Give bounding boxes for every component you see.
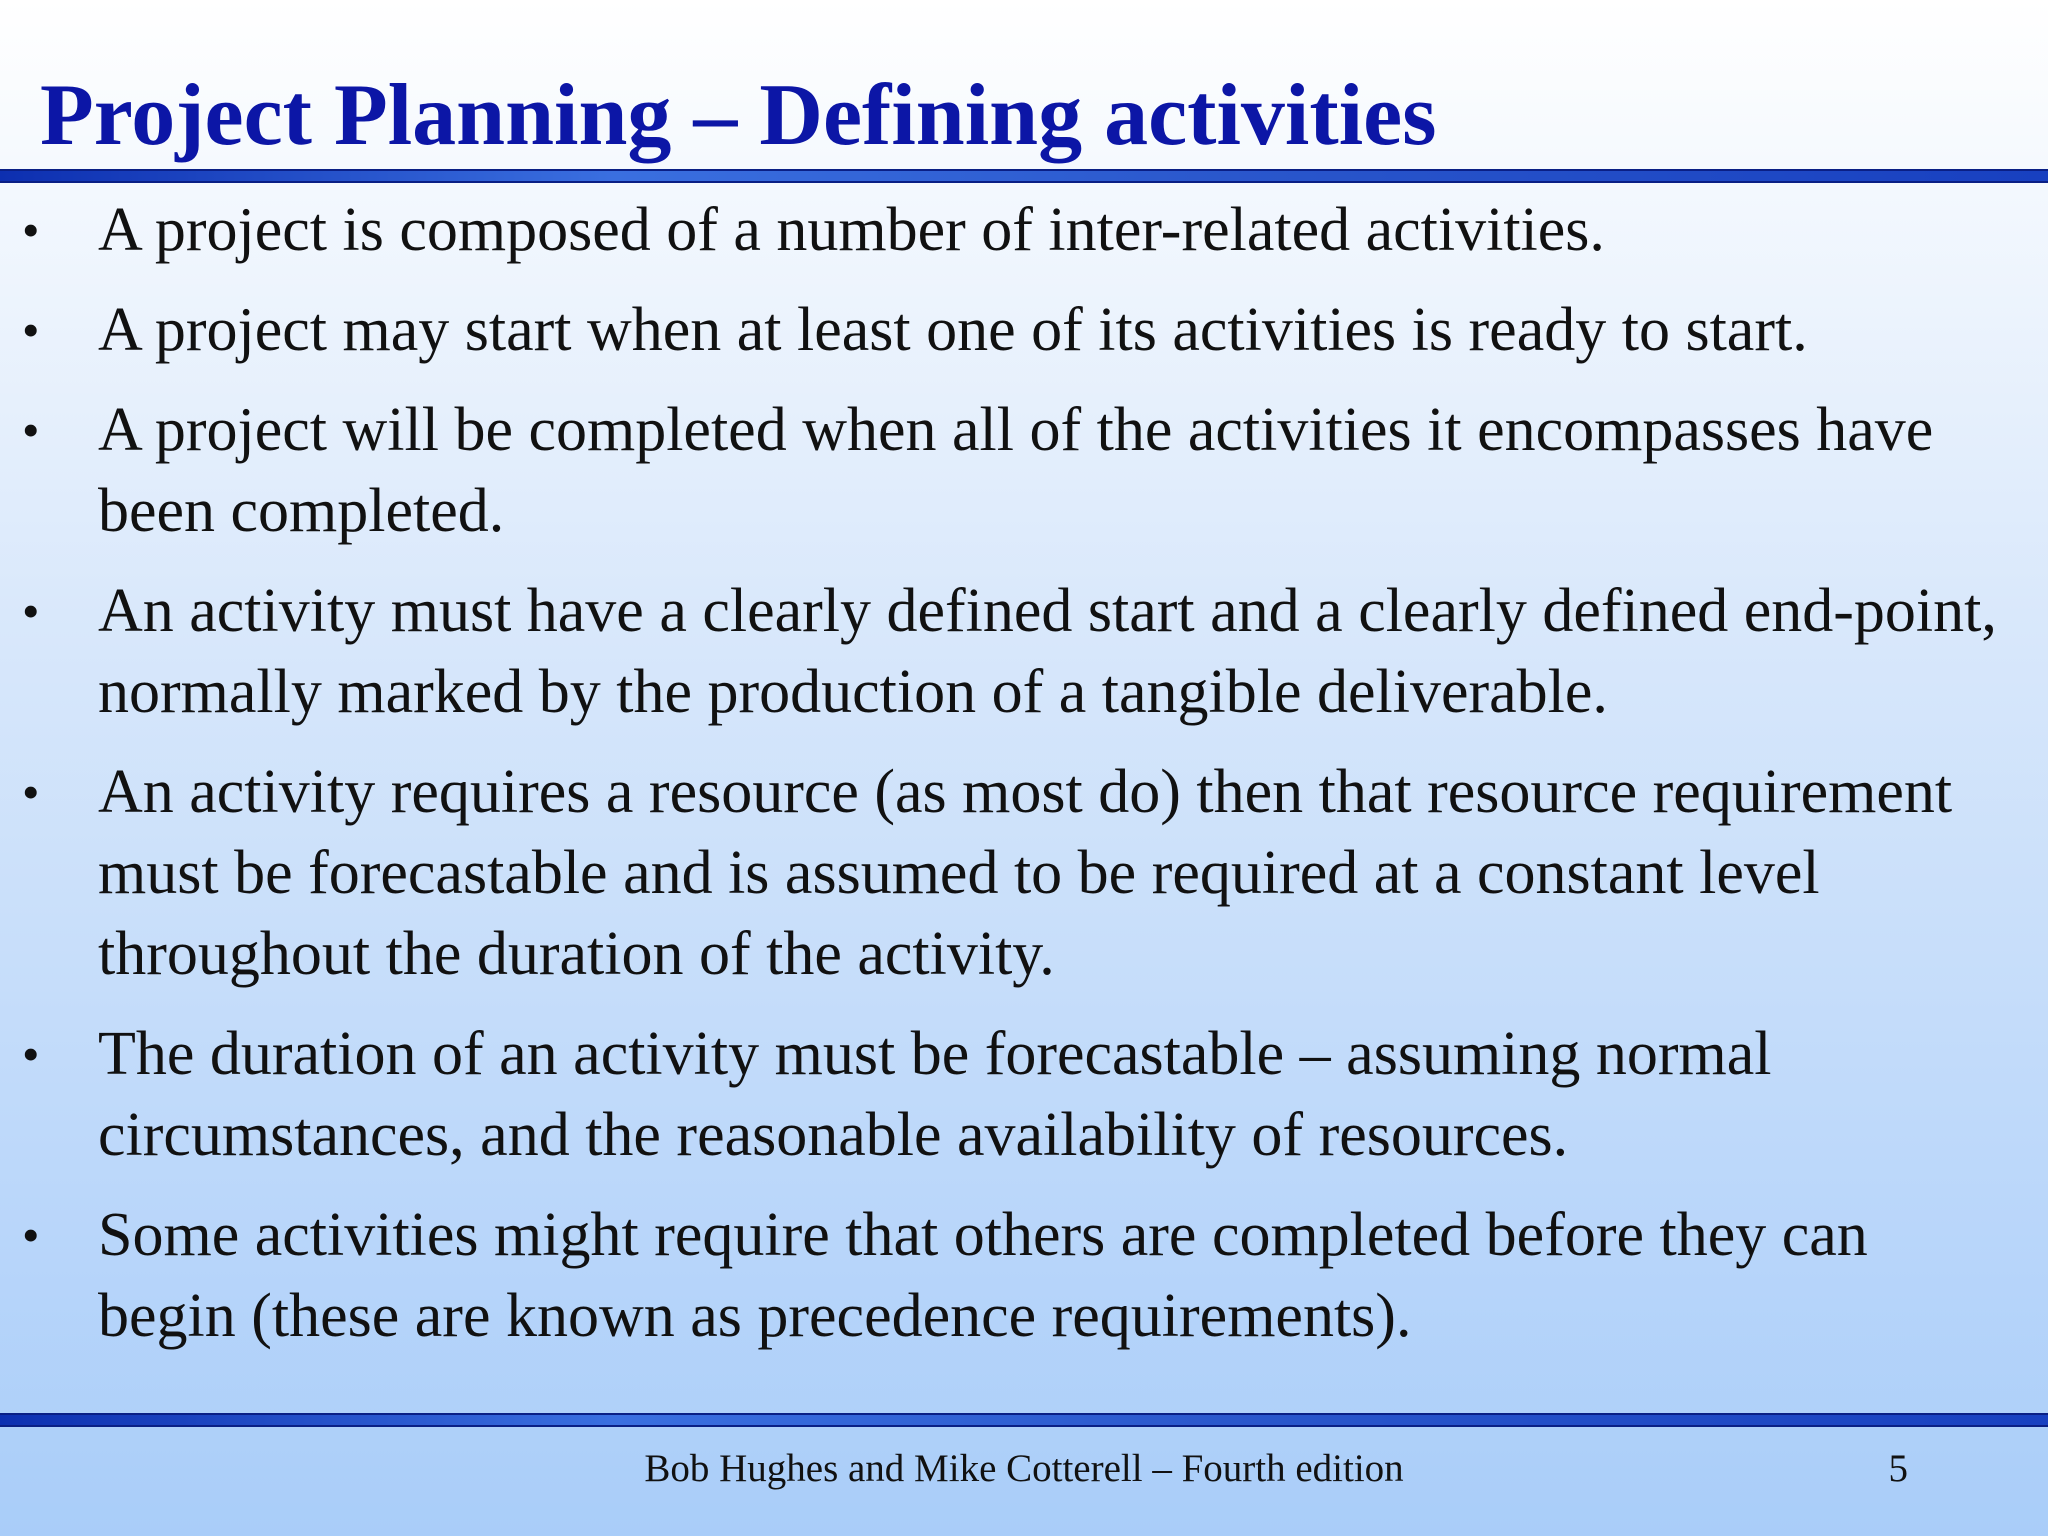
bullet-text: Some activities might require that others are completed before they can begin (these are known as precedence requirements).: [98, 1201, 1868, 1350]
bullet-icon: •: [22, 202, 40, 258]
bullet-text: An activity requires a resource (as most do) then that resource requirement must be forecastable and is assumed to be required at a constant level throughout the duration of the activity.: [98, 758, 1953, 988]
bullet-text: A project will be completed when all of the activities it encompasses have been completed.: [98, 396, 1934, 545]
bullet-item: [0, 390, 2048, 552]
bullet-icon: •: [22, 1026, 40, 1082]
bullet-list: [0, 190, 2048, 1376]
page-number: 5: [1888, 1447, 1908, 1490]
bullet-item: [0, 752, 2048, 995]
footer-credit: Bob Hughes and Mike Cotterell – Fourth edition: [644, 1447, 1404, 1490]
bullet-item: [0, 190, 2048, 271]
bullet-item: [0, 290, 2048, 371]
bullet-item: [0, 1014, 2048, 1176]
slide-title: Project Planning – Defining activities: [40, 67, 1437, 164]
bullet-icon: •: [22, 1207, 40, 1263]
title-divider: [0, 169, 2048, 183]
bullet-icon: •: [22, 302, 40, 358]
bullet-icon: •: [22, 764, 40, 820]
bullet-text: An activity must have a clearly defined start and a clearly defined end-point, normally marked by the production of a tangible deliverable.: [98, 577, 1997, 726]
bullet-item: [0, 571, 2048, 733]
bullet-item: [0, 1195, 2048, 1357]
bullet-text: The duration of an activity must be forecastable – assuming normal circumstances, and the reasonable availability of resources.: [98, 1020, 1772, 1169]
bullet-icon: •: [22, 402, 40, 458]
footer-divider: [0, 1413, 2048, 1427]
bullet-text: A project may start when at least one of its activities is ready to start.: [98, 296, 1808, 364]
bullet-icon: •: [22, 583, 40, 639]
bullet-text: A project is composed of a number of inter-related activities.: [98, 196, 1605, 264]
